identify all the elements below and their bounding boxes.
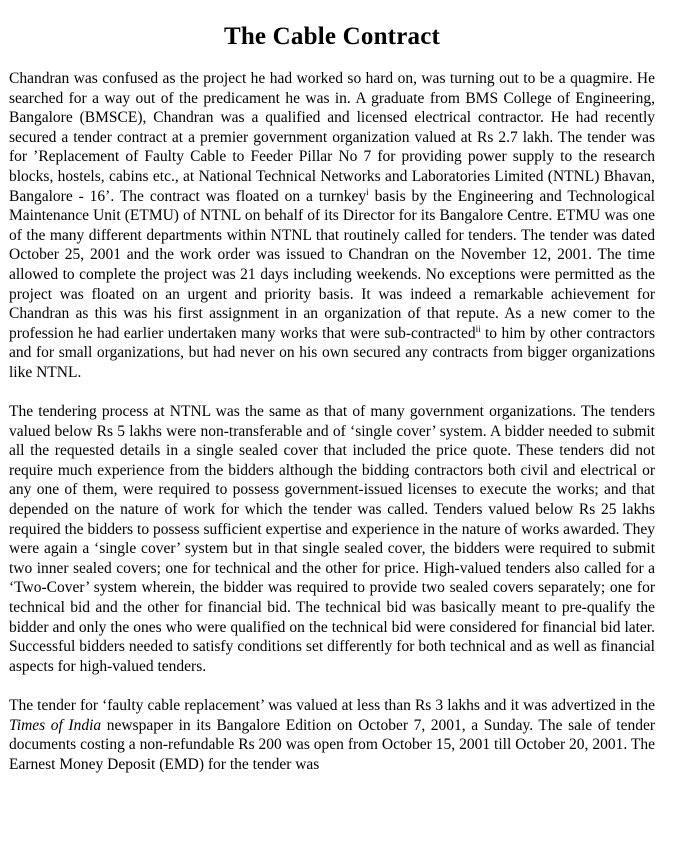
paragraph-2: The tendering process at NTNL was the same as that of many government organizations. The tenders valued below Rs 5 lakhs were non-transferable and of ‘single cover’ system. A bidder needed to submit all the requested details in a single sealed cover that included the price quote. These tenders did not require much experience from the bidders although the bidding contractors both civil and electrical or any one of them, were required to possess government-issued licenses to execute the works; and that depended on the nature of work for which the tender was called. Tenders valued below Rs 25 lakhs required the bidders to possess sufficient expertise and experience in the nature of works awarded. They were again a ‘single cover’ system but in that single sealed cover, the bidders were required to submit two inner sealed covers; one for technical and the other for price. High-valued tenders also called for a ‘Two-Cover’ system wherein, the bidder was required to provide two sealed covers separately; one for technical bid and the other for financial bid. The technical bid was basically meant to pre-qualify the bidder and only the ones who were qualified on the technical bid were considered for financial bid later. Successful bidders needed to satisfy conditions set differently for both technical and as well as financial aspects for high-valued tenders. — [9, 403, 655, 675]
paragraph-1-text-a: Chandran was confused as the project he had worked so hard on, was turning out to be a quagmire. He searched for a way out of the predicament he was in. A graduate from BMS College of Engineering, Bangalore (BMSCE), Chandran was a qualified and licensed electrical contractor. He had recently secured a tender contract at a premier government organization valued at Rs 2.7 lakh. The tender was for ’Replacement of Faulty Cable to Feeder Pillar No 7 for providing power supply to the research blocks, hostels, cabins etc., at National Technical Networks and Laboratories Limited (NTNL) Bhavan, Bangalore - 16’. The contract was floated on a turnkey — [9, 70, 655, 205]
footnote-marker-i: i — [366, 186, 369, 197]
document-page — [9, 0, 655, 774]
paragraph-3 — [9, 696, 655, 774]
paragraph-1-text-b: basis by the Engineering and Technological Maintenance Unit (ETMU) of NTNL on behalf of its Director for its Bangalore Centre. ETMU was one of the many different departments within NTNL that routinely called for tenders. The tender was dated October 25, 2001 and the work order was issued to Chandran on the November 12, 2001. The time allowed to complete the project was 21 days including weekends. No exceptions were permitted as the project was floated on an urgent and priority basis. It was indeed a remarkable achievement for Chandran as this was his first assignment in an organization of that repute. As a new comer to the profession he had earlier undertaken many works that were sub-contracted — [9, 187, 655, 342]
paragraph-3-text-a: The tender for ‘faulty cable replacement’ was valued at less than Rs 3 lakhs and it was advertized in the — [9, 697, 655, 714]
paragraph-1 — [9, 69, 655, 383]
document-title: The Cable Contract — [223, 23, 441, 50]
paragraph-3-text-b: newspaper in its Bangalore Edition on October 7, 2001, a Sunday. The sale of tender documents costing a non-refundable Rs 200 was open from October 15, 2001 till October 20, 2001. The Earnest Money Deposit (EMD) for the tender was — [9, 716, 655, 773]
newspaper-name: Times of India — [9, 716, 102, 734]
paragraph-1-text-c: to him by other contractors and for small organizations, but had never on his own secured any contracts from bigger organizations like NTNL. — [9, 324, 655, 381]
footnote-marker-ii: ii — [475, 323, 481, 334]
